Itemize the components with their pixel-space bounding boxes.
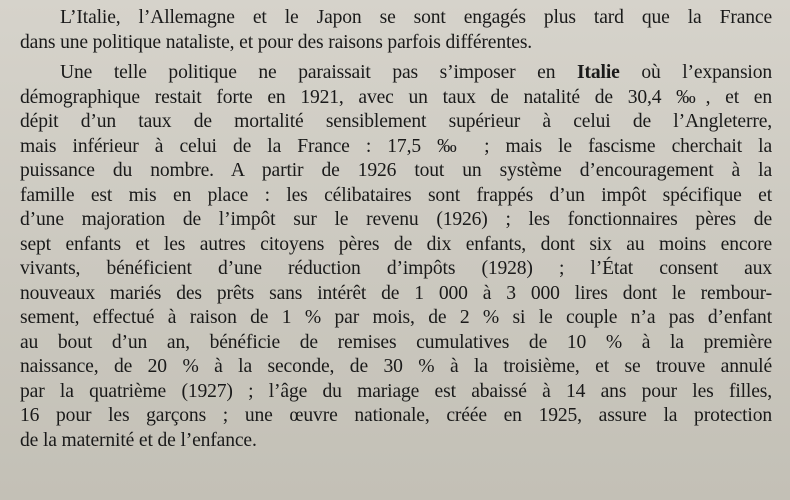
text-line: puissance du nombre. A partir de 1926 tout un système d’encouragement à la (20, 160, 772, 181)
paragraph-intro (20, 6, 772, 55)
text-line: naissance, de 20 % à la seconde, de 30 % à la troisième, et se trouve annulé (20, 356, 772, 377)
text-line: de la maternité et de l’enfance. (20, 429, 257, 451)
text-fragment: où l’expansion (641, 62, 773, 83)
text-line (20, 61, 772, 86)
text-line: mais inférieur à celui de la France : 17,5 ‰ ; mais le fascisme cherchait la (20, 135, 772, 157)
text-line: sement, effectué à raison de 1 % par mois, de 2 % si le couple n’a pas d’enfant (20, 307, 772, 328)
text-line: par la quatrième (1927) ; l’âge du mariage est abaissé à 14 ans pour les filles, (20, 380, 772, 402)
body-text (20, 6, 772, 453)
text-line: 16 pour les garçons ; une œuvre nationale, créée en 1925, assure la protection (20, 405, 772, 426)
text-line: au bout d’un an, bénéficie de remises cumulatives de 10 % à la première (20, 331, 772, 353)
text-line: démographique restait forte en 1921, avec un taux de natalité de 30,4 ‰, et en (20, 86, 772, 108)
text-line: dépit d’un taux de mortalité sensiblement supérieur à celui de l’Angleterre, (20, 111, 772, 132)
text-line: L’Italie, l’Allemagne et le Japon se sont engagés plus tard que la France (60, 7, 772, 28)
text-line: vivants, bénéficient d’une réduction d’impôts (1928) ; l’État consent aux (20, 258, 772, 279)
text-line: sept enfants et les autres citoyens pères de dix enfants, dont six au moins encore (20, 233, 772, 255)
text-line: d’une majoration de l’impôt sur le revenu (1926) ; les fonctionnaires pères de (20, 209, 772, 230)
emphasis-italie: Italie (577, 62, 620, 83)
text-line: nouveaux mariés des prêts sans intérêt de 1 000 à 3 000 lires dont le rembour- (20, 282, 772, 304)
text-line: famille est mis en place : les célibataires sont frappés d’un impôt spécifique et (20, 184, 772, 206)
paragraph-italie (20, 61, 772, 453)
text-line: dans une politique nataliste, et pour des raisons parfois différentes. (20, 31, 533, 53)
text-fragment: Une telle politique ne paraissait pas s’imposer en (60, 62, 556, 83)
